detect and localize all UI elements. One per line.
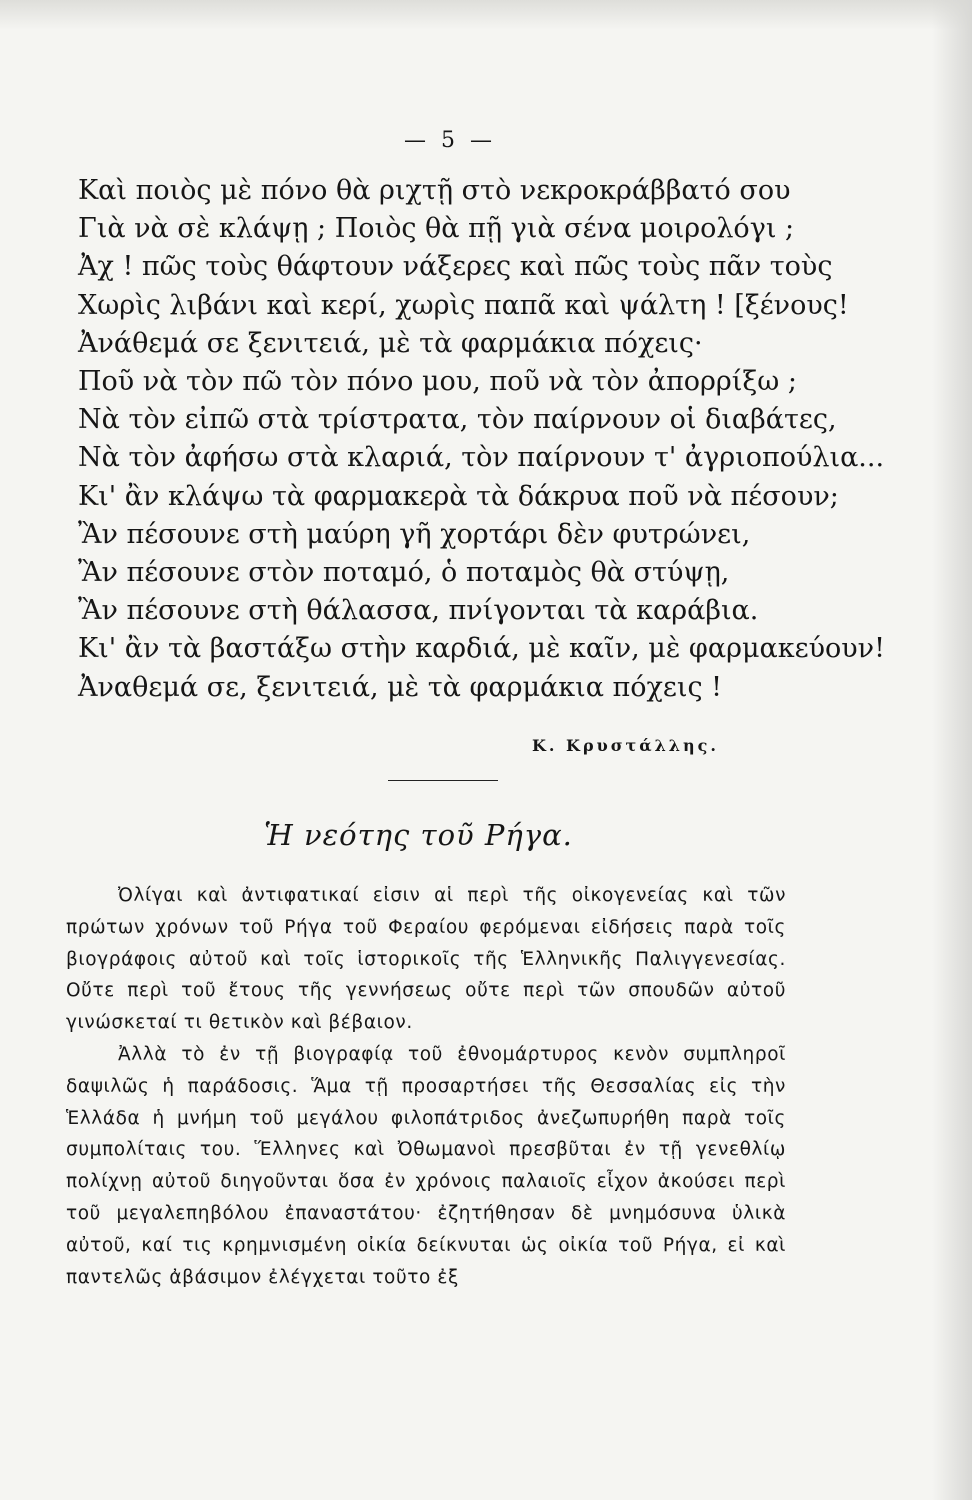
paragraph: Ὀλίγαι καὶ ἀντιφατικαί εἰσιν αἱ περὶ τῆς οἰκογενείας καὶ τῶν πρώτων χρόνων τοῦ Ρήγα τοῦ Φεραίου φερόμεναι εἰδήσεις παρὰ τοῖς βιογράφοις αὐτοῦ καὶ τοῖς ἱστορικοῖς τῆς Ἑλληνικῆς Παλιγγενεσίας. Οὔτε περὶ τοῦ ἔτους τῆς γεννήσεως οὔτε περὶ τῶν σπουδῶν αὐτοῦ γινώσκεταί τι θετικὸν καὶ βέβαιον. xyxy=(66,885,786,1034)
paper-shadow-top xyxy=(0,0,972,30)
poem-line: Χωρὶς λιβάνι καὶ κερί, χωρὶς παπᾶ καὶ ψάλτη ! [ξένους! xyxy=(78,289,849,321)
poem-signature: Κ. Κρυστάλλης. xyxy=(532,736,719,755)
poem-line: Καὶ ποιὸς μὲ πόνο θὰ ριχτῇ στὸ νεκροκράββατό σου xyxy=(78,175,791,206)
poem-line: Ἂν πέσουνε στὴ μαύρη γῆ χορτάρι δὲν φυτρώνει, xyxy=(78,518,751,550)
section-title: Ἡ νεότης τοῦ Ρήγα. xyxy=(264,818,573,852)
poem-line: Κι' ἂν τὰ βαστάξω στὴν καρδιά, μὲ καῖν, μὲ φαρμακεύουν! xyxy=(78,633,885,665)
poem-line: Ἀναθεμά σε, ξενιτειά, μὲ τὰ φαρμάκια πόχεις ! xyxy=(78,671,723,703)
poem-line: Ἂν πέσουνε στὸν ποταμό, ὁ ποταμὸς θὰ στύψῃ, xyxy=(78,557,730,589)
section-divider xyxy=(388,780,498,781)
page-number: — 5 — xyxy=(404,128,496,153)
poem-line: Γιὰ νὰ σὲ κλάψῃ ; Ποιὸς θὰ πῇ γιὰ σένα μοιρολόγι ; xyxy=(78,213,795,245)
poem-line: Ἂν πέσουνε στὴ θάλασσα, πνίγονται τὰ καράβια. xyxy=(78,595,759,627)
section-body xyxy=(66,880,786,1293)
poem-line: Ποῦ νὰ τὸν πῶ τὸν πόνο μου, ποῦ νὰ τὸν ἀπορρίξω ; xyxy=(78,366,797,398)
poem-line: Νὰ τὸν εἰπῶ στὰ τρίστρατα, τὸν παίρνουν οἱ διαβάτες, xyxy=(78,404,837,436)
poem-line: Νὰ τὸν ἀφήσω στὰ κλαριά, τὸν παίρνουν τ' ἀγριοπούλια... xyxy=(78,442,885,474)
poem-line: Ἀχ ! πῶς τοὺς θάφτουν νάξερες καὶ πῶς τοὺς πᾶν τοὺς xyxy=(78,251,833,283)
poem xyxy=(78,172,885,707)
paper-shadow-right xyxy=(932,0,972,1500)
poem-line: Κι' ἂν κλάψω τὰ φαρμακερὰ τὰ δάκρυα ποῦ νὰ πέσουν; xyxy=(78,480,839,512)
paragraph: Ἀλλὰ τὸ ἐν τῇ βιογραφίᾳ τοῦ ἐθνομάρτυρος κενὸν συμπληροῖ δαψιλῶς ἡ παράδοσις. Ἅμα τῇ προσαρτήσει τῆς Θεσσαλίας εἰς τὴν Ἑλλάδα ἡ μνήμη τοῦ μεγάλου φιλοπάτριδος ἀνεζωπυρήθη παρὰ τοῖς συμπολίταις του. Ἕλληνες καὶ Ὀθωμανοὶ πρεσβῦται ἐν τῇ γενεθλίῳ πολίχνῃ αὐτοῦ διηγοῦνται ὅσα ἐν χρόνοις παλαιοῖς εἶχον ἀκούσει περὶ τοῦ μεγαλεπηβόλου ἐπαναστάτου· ἐζητήθησαν δὲ μνημόσυνα ὑλικὰ αὐτοῦ, καί τις κρημνισμένη οἰκία δείκνυται ὡς οἰκία τοῦ Ρήγα, εἰ καὶ παντελῶς ἀβάσιμον ἐλέγχεται τοῦτο ἐξ xyxy=(66,1043,786,1288)
poem-line: Ἀνάθεμά σε ξενιτειά, μὲ τὰ φαρμάκια πόχεις· xyxy=(78,327,703,359)
